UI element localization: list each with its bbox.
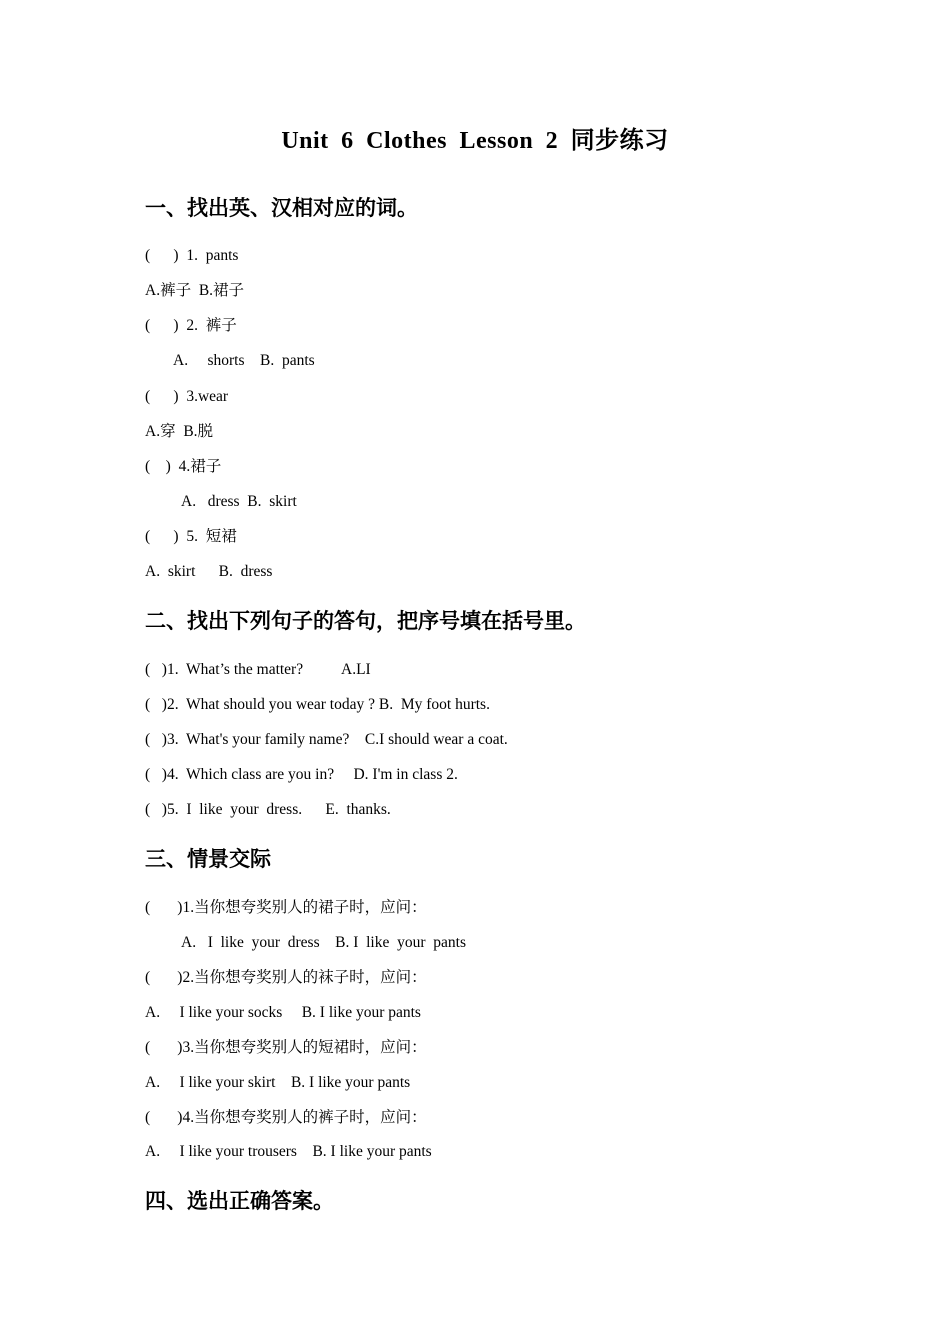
section-1-question-3: ( ) 3.wear — [145, 388, 229, 405]
section-2-item-2: ( )2. What should you wear today ? B. My foot hurts. — [145, 696, 490, 713]
section-2-item-5: ( )5. I like your dress. E. thanks. — [145, 801, 391, 818]
section-1-options-3: A.穿 B.脱 — [145, 423, 214, 440]
section-1-options-2: A. shorts B. pants — [173, 352, 315, 369]
section-4-heading: 四、选出正确答案。 — [145, 1189, 334, 1213]
page-title: Unit 6 Clothes Lesson 2 同步练习 — [281, 128, 669, 154]
section-2-item-3: ( )3. What's your family name? C.I should wear a coat. — [145, 731, 508, 748]
section-1-options-4: A. dress B. skirt — [181, 493, 297, 510]
section-1-question-1: ( ) 1. pants — [145, 247, 239, 264]
section-2-item-4: ( )4. Which class are you in? D. I'm in class 2. — [145, 766, 458, 783]
section-1-options-1: A.裤子 B.裙子 — [145, 282, 245, 299]
section-3-question-2: ( )2.当你想夸奖别人的袜子时，应问： — [145, 969, 427, 986]
section-1-question-5: ( ) 5. 短裙 — [145, 528, 237, 545]
section-3-question-3: ( )3.当你想夸奖别人的短裙时，应问： — [145, 1039, 427, 1056]
section-3-question-1: ( )1.当你想夸奖别人的裙子时，应问： — [145, 899, 427, 916]
section-1-heading: 一、找出英、汉相对应的词。 — [145, 196, 418, 220]
section-3-options-2: A. I like your socks B. I like your pants — [145, 1004, 421, 1021]
section-3-question-4: ( )4.当你想夸奖别人的裤子时，应问： — [145, 1109, 427, 1126]
section-2-item-1: ( )1. What’s the matter? A.LI — [145, 661, 371, 678]
section-3-options-1: A. I like your dress B. I like your pants — [181, 934, 466, 951]
section-1-options-5: A. skirt B. dress — [145, 563, 273, 580]
section-2-heading: 二、找出下列句子的答句，把序号填在括号里。 — [145, 609, 586, 633]
section-3-options-4: A. I like your trousers B. I like your pants — [145, 1143, 432, 1160]
section-3-heading: 三、情景交际 — [145, 847, 271, 871]
section-1-question-2: ( ) 2. 裤子 — [145, 317, 237, 334]
section-3-options-3: A. I like your skirt B. I like your pants — [145, 1074, 411, 1091]
section-1-question-4: ( ) 4.裙子 — [145, 458, 222, 475]
